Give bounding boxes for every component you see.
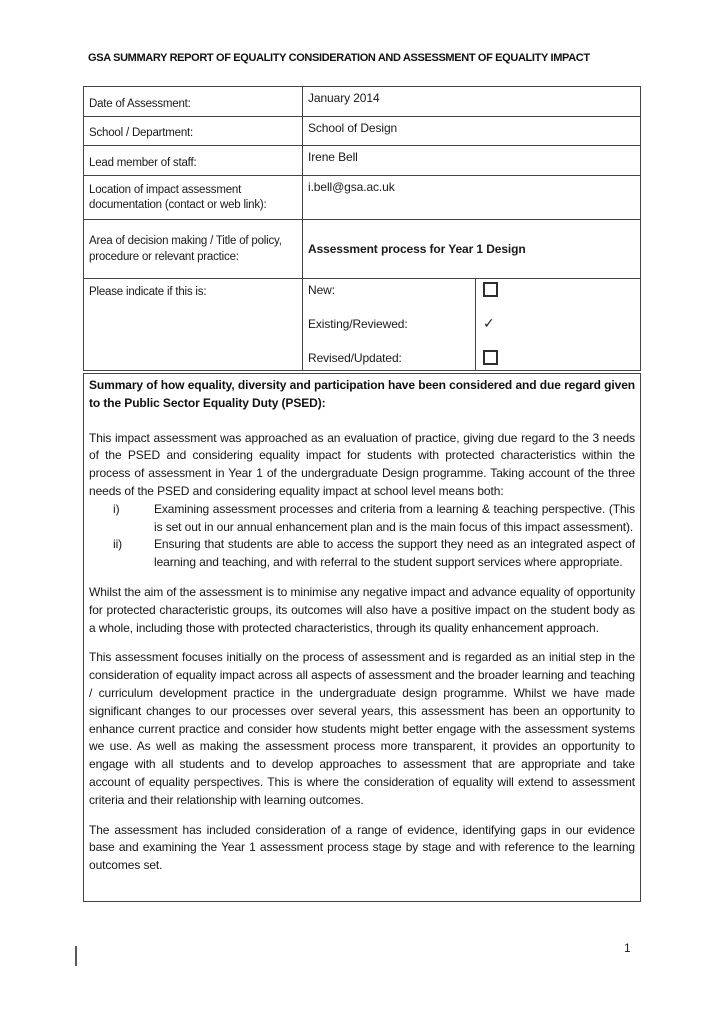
summary-paragraph-2: Whilst the aim of the assessment is to minimise any negative impact and advance equality of opportunity for protected characteristic groups, its outcomes will also have a positive impact on the student body as a whole, including those with protected characteristics, through its quality enhancement approach.: [89, 584, 635, 635]
summary-paragraph-4: The assessment has included consideration of a range of evidence, identifying gaps in our evidence base and examining the Year 1 assessment process stage by stage and with reference to the learning outcomes set.: [89, 822, 635, 873]
please-indicate-label: Please indicate if this is:: [84, 279, 303, 370]
school-department-value: School of Design: [308, 121, 398, 135]
table-row: [84, 175, 640, 219]
summary-list: [89, 501, 635, 572]
summary-section: [83, 373, 641, 902]
assessment-form-table: [83, 86, 641, 371]
summary-heading: Summary of how equality, diversity and participation have been considered and due regard given to the Public Sector Equality Duty (PSED):: [89, 378, 635, 410]
option-new-label: New:: [308, 283, 335, 297]
lead-staff-label: Lead member of staff:: [84, 146, 303, 175]
option-existing-reviewed-label: Existing/Reviewed:: [308, 317, 408, 331]
decision-area-value: Assessment process for Year 1 Design: [308, 242, 526, 256]
list-item: [89, 536, 635, 572]
table-row-indicate: [84, 278, 640, 370]
table-row: [84, 116, 640, 145]
table-row: [84, 219, 640, 278]
list-item-text: Ensuring that students are able to access the support they need as an integrated aspect of learning and teaching, and with referral to the student support services where appropriate.: [154, 537, 635, 570]
date-of-assessment-value: January 2014: [308, 91, 380, 105]
indicate-options-column: [303, 279, 476, 370]
option-revised-updated-label: Revised/Updated:: [308, 351, 402, 365]
page-number: 1: [624, 941, 631, 955]
list-item-marker: ii): [113, 537, 123, 552]
new-checkbox-unchecked-icon[interactable]: [483, 282, 498, 297]
summary-paragraph-3: This assessment focuses initially on the process of assessment and is regarded as an initial step in the consideration of equality impact across all aspects of assessment and the broader learning and teaching / curriculum development practice in the undergraduate design programme. Whilst we have made significant changes to our processes over several years, this assessment has been an opportunity to enhance current practice and consider how students might better engage with the assessment systems we use. As well as making the assessment process more transparent, it provides an opportunity to engage with all students and to develop approaches to assessment that are appropriate and take account of equality perspectives. This is where the consideration of equality will extend to assessment criteria and their relationship with learning outcomes.: [89, 650, 635, 807]
indicate-checkbox-column: [476, 279, 640, 370]
list-item-text: Examining assessment processes and criteria from a learning & teaching perspective. (This is set out in our annual enhancement plan and is the main focus of this impact assessment).: [154, 501, 635, 534]
list-item: [89, 501, 635, 537]
page-title: GSA SUMMARY REPORT OF EQUALITY CONSIDERATION AND ASSESSMENT OF EQUALITY IMPACT: [88, 52, 590, 64]
margin-change-bar: [75, 946, 77, 966]
revised-updated-checkbox-unchecked-icon[interactable]: [483, 350, 498, 365]
decision-area-label: Area of decision making / Title of policy, procedure or relevant practice:: [84, 220, 303, 278]
list-item-marker: i): [113, 501, 120, 516]
summary-paragraph-1: This impact assessment was approached as an evaluation of practice, giving due regard to the 3 needs of the PSED and considering equality impact for students with protected characteristics within the process of assessment in Year 1 of the undergraduate Design programme. Taking account of the three needs of the PSED and considering equality impact at school level means both:: [89, 430, 635, 498]
date-of-assessment-label: Date of Assessment:: [84, 87, 303, 116]
table-row: [84, 87, 640, 116]
school-department-label: School / Department:: [84, 117, 303, 145]
documentation-location-label: Location of impact assessment documentation (contact or web link):: [84, 176, 303, 219]
existing-reviewed-checkmark-icon[interactable]: ✓: [483, 315, 495, 331]
lead-staff-value: Irene Bell: [308, 150, 358, 164]
table-row: [84, 145, 640, 175]
documentation-location-value: i.bell@gsa.ac.uk: [308, 180, 395, 194]
